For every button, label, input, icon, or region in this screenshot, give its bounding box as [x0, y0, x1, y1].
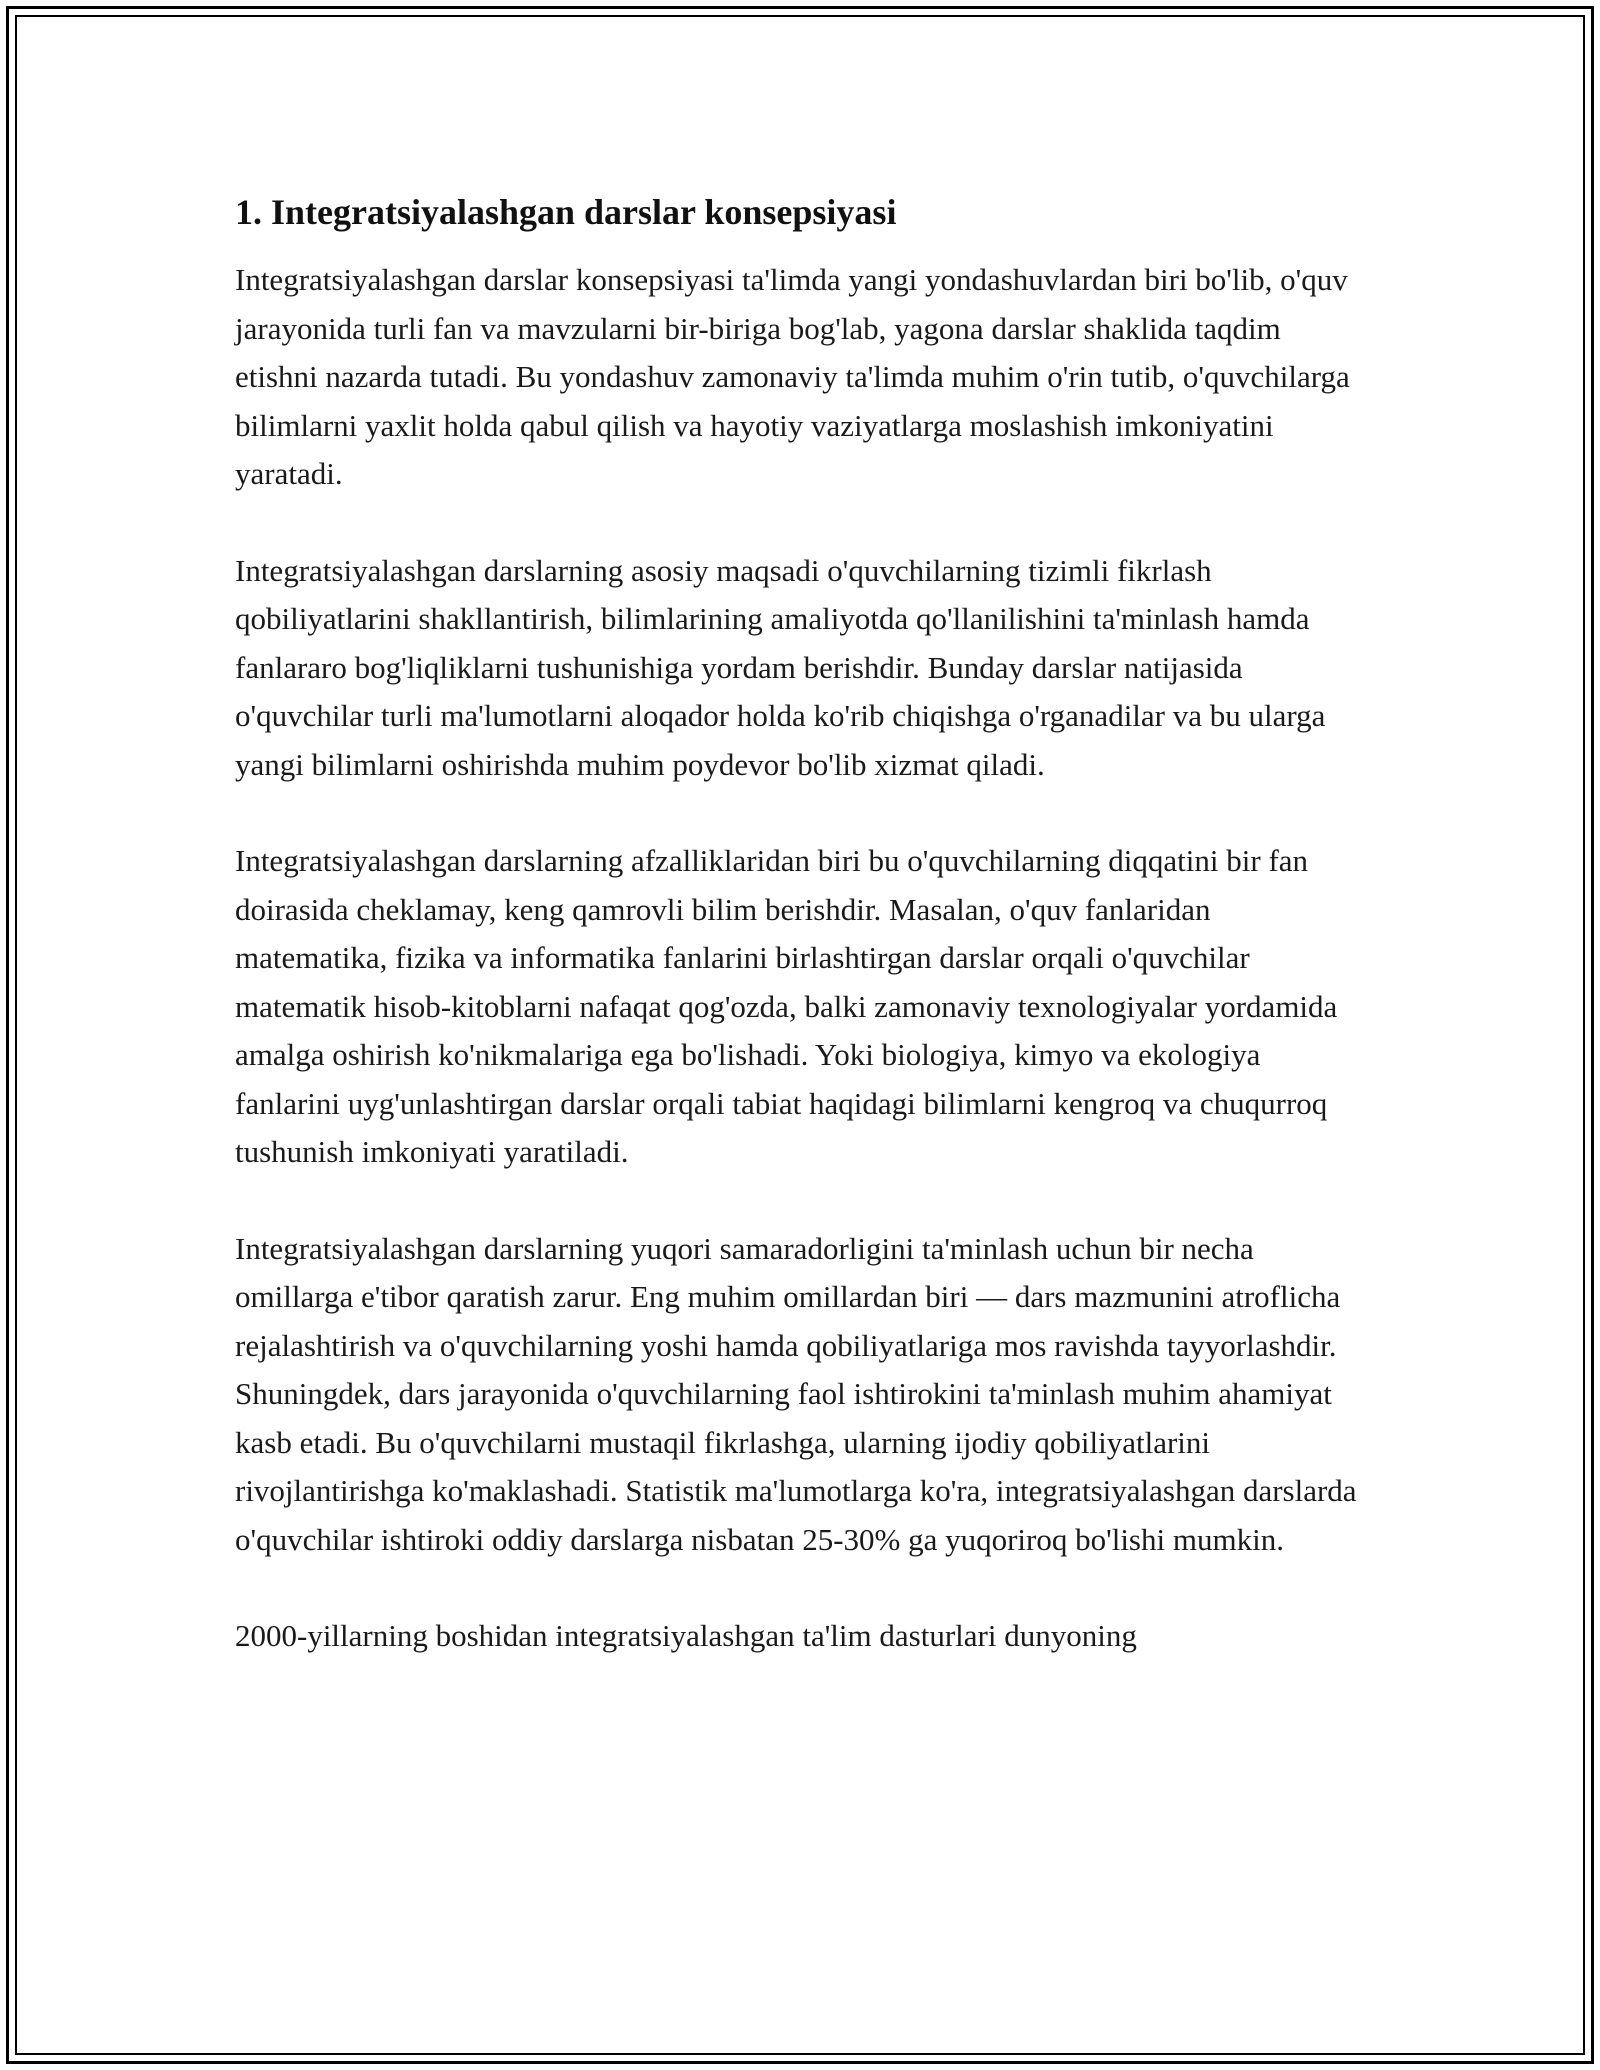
paragraph-3: Integratsiyalashgan darslarning afzalliklaridan biri bu o'quvchilarning diqqatini bir fan doirasida cheklamay, keng qamrovli bilim berishdir. Masalan, o'quv fanlaridan matematika, fizika va informatika fanlarini birlashtirgan darslar orqali o'quvchilar matematik hisob-kitoblarni nafaqat qog'ozda, balki zamonaviy texnologiyalar yordamida amalga oshirish ko'nikmalariga ega bo'lishadi. Yoki biologiya, kimyo va ekologiya fanlarini uyg'unlashtirgan darslar orqali tabiat haqidagi bilimlarni kengroq va chuqurroq tushunish imkoniyati yaratiladi. — [235, 843, 1338, 1169]
paragraph-2: Integratsiyalashgan darslarning asosiy maqsadi o'quvchilarning tizimli fikrlash qobiliyatlarini shakllantirish, bilimlarining amaliyotda qo'llanilishini ta'minlash hamda fanlararo bog'liqliklarni tushunishiga yordam berishdir. Bunday darslar natijasida o'quvchilar turli ma'lumotlarni aloqador holda ko'rib chiqishga o'rganadilar va bu ularga yangi bilimlarni oshirishda muhim poydevor bo'lib xizmat qiladi. — [235, 552, 1326, 782]
section-heading: 1. Integratsiyalashgan darslar konsepsiyasi — [235, 192, 897, 232]
paragraph-5: 2000-yillarning boshidan integratsiyalashgan ta'lim dasturlari dunyoning — [235, 1618, 1137, 1653]
paragraph-1: Integratsiyalashgan darslar konsepsiyasi ta'limda yangi yondashuvlardan biri bo'lib, o'quv jarayonida turli fan va mavzularni bir-biriga bog'lab, yagona darslar shaklida taqdim etishni nazarda tutadi. Bu yondashuv zamonaviy ta'limda muhim o'rin tutib, o'quvchilarga bilimlarni yaxlit holda qabul qilish va hayotiy vaziyatlarga moslashish imkoniyatini yaratadi. — [235, 262, 1350, 491]
paragraph-4: Integratsiyalashgan darslarning yuqori samaradorligini ta'minlash uchun bir necha omillarga e'tibor qaratish zarur. Eng muhim omillardan biri — dars mazmunini atroflicha rejalashtirish va o'quvchilarning yoshi hamda qobiliyatlariga mos ravishda tayyorlashdir. Shuningdek, dars jarayonida o'quvchilarning faol ishtirokini ta'minlash muhim ahamiyat kasb etadi. Bu o'quvchilarni mustaqil fikrlashga, ularning ijodiy qobiliyatlarini rivojlantirishga ko'maklashadi. Statistik ma'lumotlarga ko'ra, integratsiyalashgan darslarda o'quvchilar ishtiroki oddiy darslarga nisbatan 25-30% ga yuqoriroq bo'lishi mumkin. — [235, 1230, 1357, 1557]
document-body — [235, 188, 1370, 1661]
